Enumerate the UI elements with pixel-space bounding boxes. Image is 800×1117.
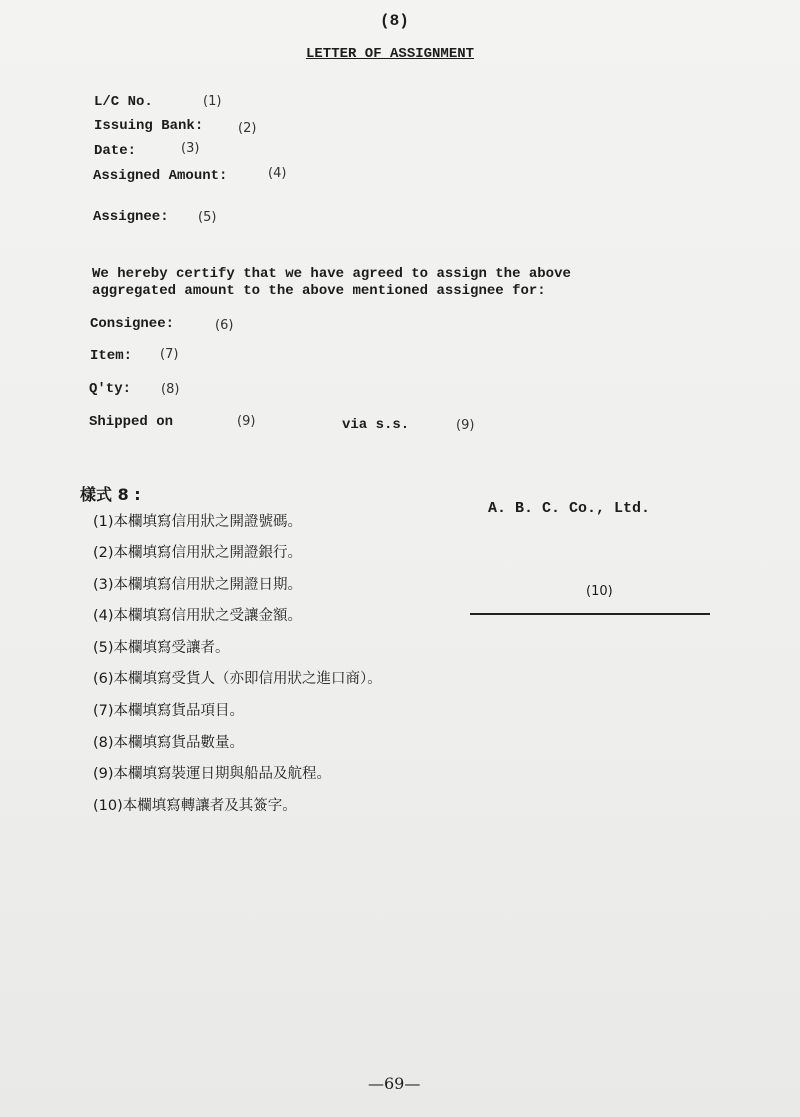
lc-no-ref: (1) — [203, 94, 222, 109]
date-ref: (3) — [181, 141, 200, 156]
notes-title: 樣式 8 : — [80, 485, 141, 504]
assigned-amount-ref: (4) — [268, 166, 287, 181]
note-item: (6)本欄填寫受貨人（亦即信用狀之進口商）。 — [93, 671, 382, 687]
company-name: A. B. C. Co., Ltd. — [488, 500, 651, 517]
shipped-on-label: Shipped on — [89, 414, 174, 430]
note-item: (9)本欄填寫裝運日期與船品及航程。 — [93, 766, 332, 782]
note-item: (1)本欄填寫信用狀之開證號碼。 — [93, 514, 303, 530]
note-item: (8)本欄填寫貨品數量。 — [93, 735, 245, 751]
note-item: (10)本欄填寫轉讓者及其簽字。 — [93, 798, 297, 814]
assigned-amount-label: Assigned Amount: — [93, 168, 228, 184]
page-label: (8) — [380, 12, 409, 30]
via-ss-label: via s.s. — [342, 417, 410, 433]
issuing-bank-label: Issuing Bank: — [94, 118, 204, 134]
item-label: Item: — [90, 348, 133, 364]
consignee-label: Consignee: — [90, 316, 175, 332]
note-item: (4)本欄填寫信用狀之受讓金額。 — [93, 608, 303, 624]
qty-label: Q'ty: — [89, 381, 132, 397]
signature-line — [470, 613, 710, 615]
note-item: (2)本欄填寫信用狀之開證銀行。 — [93, 545, 303, 561]
item-ref: (7) — [160, 347, 179, 362]
signature-ref: (10) — [586, 584, 613, 599]
note-item: (5)本欄填寫受讓者。 — [93, 640, 230, 656]
note-item: (7)本欄填寫貨品項目。 — [93, 703, 245, 719]
certify-paragraph: We hereby certify that we have agreed to assign the above aggregated amount to the above mentioned assignee for: — [92, 266, 571, 299]
qty-ref: (8) — [161, 382, 180, 397]
page-number: —69— — [368, 1074, 421, 1093]
lc-no-label: L/C No. — [94, 94, 153, 110]
assignee-label: Assignee: — [93, 209, 169, 225]
assignee-ref: (5) — [198, 210, 217, 225]
via-ss-ref: (9) — [456, 418, 475, 433]
document-title: LETTER OF ASSIGNMENT — [306, 46, 475, 62]
shipped-on-ref: (9) — [237, 414, 256, 429]
date-label: Date: — [94, 143, 137, 159]
issuing-bank-ref: (2) — [238, 121, 257, 136]
consignee-ref: (6) — [215, 318, 234, 333]
note-item: (3)本欄填寫信用狀之開證日期。 — [93, 577, 303, 593]
